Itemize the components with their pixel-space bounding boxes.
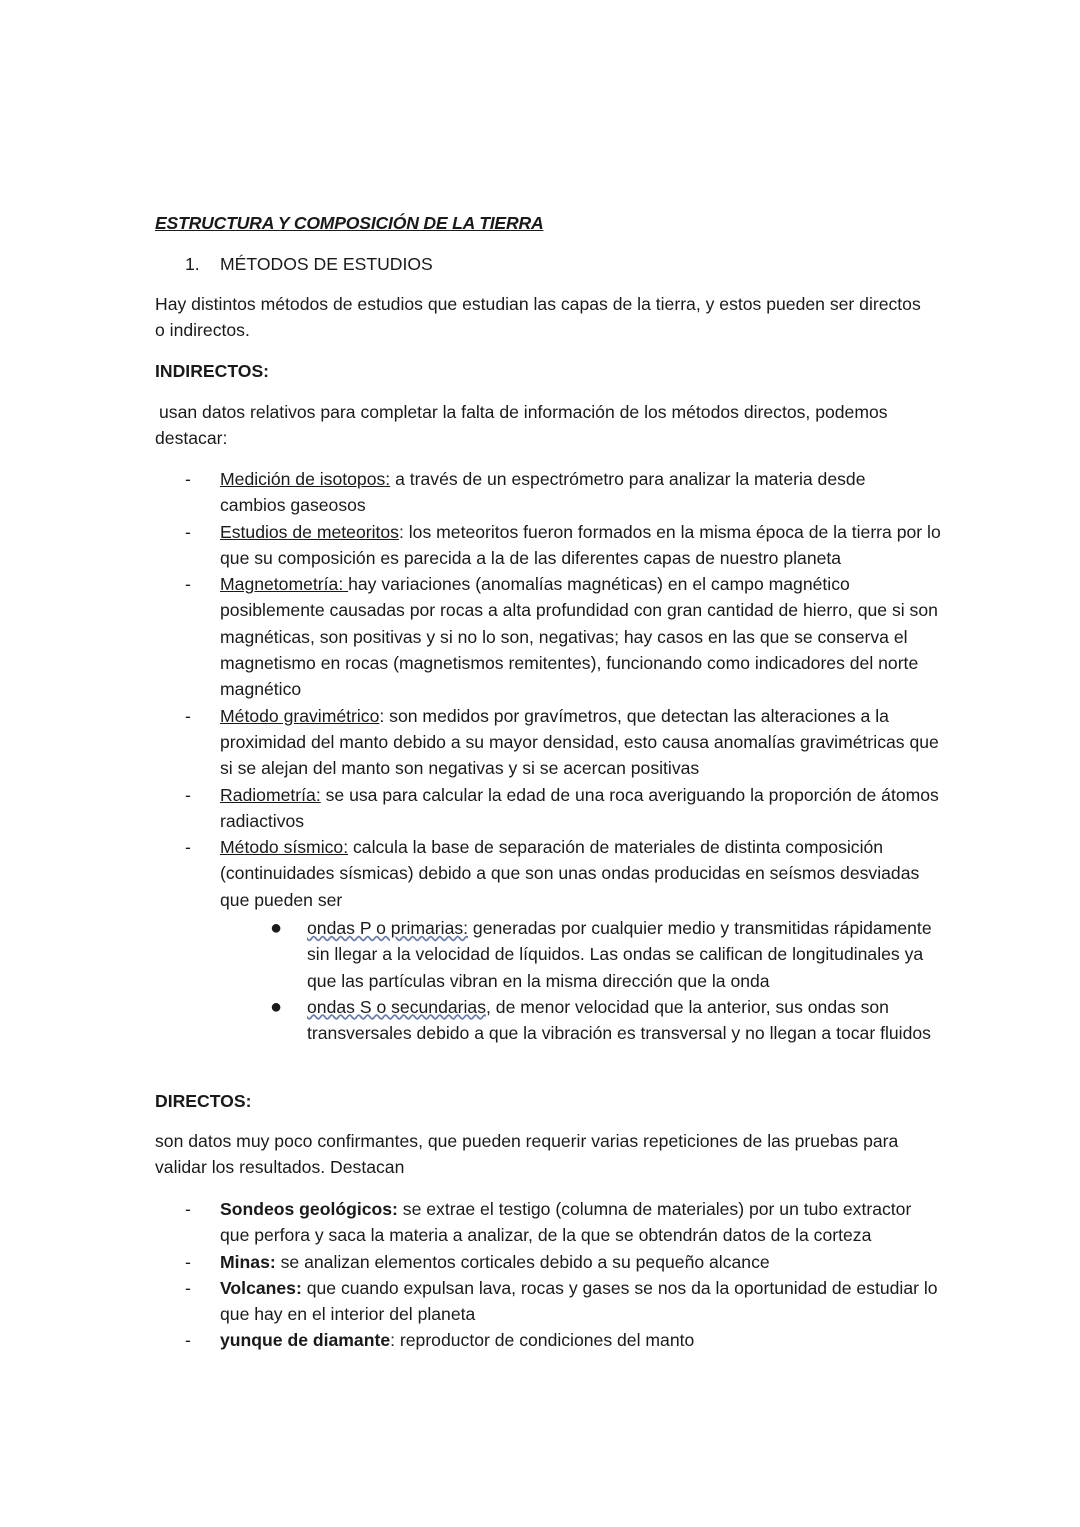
dash-marker: - — [185, 784, 191, 805]
directos-heading: DIRECTOS: — [155, 1091, 252, 1111]
intro-paragraph: Hay distintos métodos de estudios que estudian las capas de la tierra, y estos pueden ser directos o indirectos. — [155, 294, 921, 341]
item-term: Magnetometría: — [220, 574, 349, 595]
section-heading — [185, 251, 433, 277]
item-term: Minas: — [220, 1251, 276, 1272]
directos-intro: son datos muy poco confirmantes, que pueden requerir varias repeticiones de las pruebas para validar los resultados. Destacan — [155, 1131, 899, 1178]
dash-marker: - — [185, 1277, 191, 1298]
item-term: Volcanes: — [220, 1277, 302, 1298]
indirectos-intro: usan datos relativos para completar la falta de información de los métodos directos, podemos destacar: — [155, 402, 888, 449]
dash-marker: - — [185, 574, 191, 595]
directos-list — [155, 1196, 945, 1354]
item-text: : reproductor de condiciones del manto — [390, 1330, 695, 1351]
dash-marker: - — [185, 1330, 191, 1351]
item-term: ondas S o secundarias, — [307, 996, 491, 1017]
item-text: calcula la base de separación de materiales de distinta composición (continuidades sísmicas) debido a que son unas ondas producidas en seísmos desviadas que pueden ser — [220, 837, 920, 910]
item-text: que cuando expulsan lava, rocas y gases se nos da la oportunidad de estudiar lo que hay en el interior del planeta — [220, 1277, 938, 1325]
dash-marker: - — [185, 837, 191, 858]
item-text: generadas por cualquier medio y transmitidas rápidamente sin llegar a la velocidad de líquidos. Las ondas se califican de longitudinales ya que las partículas vibran en la misma dirección que la onda — [307, 918, 932, 991]
bullet-icon: ● — [270, 995, 283, 1018]
dash-marker: - — [185, 705, 191, 726]
item-term: Estudios de meteoritos — [220, 521, 399, 542]
item-term: Sondeos geológicos: — [220, 1199, 398, 1219]
bullet-icon: ● — [270, 917, 283, 940]
list-item-sismico — [155, 834, 945, 1046]
item-text: hay variaciones (anomalías magnéticas) en el campo magnético posiblemente causadas por rocas a alta profundidad con gran cantidad de hierro, que si son magnéticas, son positivas y si no lo son, negativas; hay casos en las que se conserva el magnetismo en rocas (magnetismos remitentes), funcionando como indicadores del norte magnético — [220, 574, 938, 700]
item-text: : los meteoritos fueron formados en la misma época de la tierra por lo que su composición es parecida a la de las diferentes capas de nuestro planeta — [220, 521, 941, 568]
dash-marker: - — [185, 1251, 191, 1272]
dash-marker: - — [185, 521, 191, 542]
section-label: MÉTODOS DE ESTUDIOS — [220, 254, 433, 274]
sublist-item-ondas-p — [220, 915, 945, 994]
indirectos-heading: INDIRECTOS: — [155, 361, 270, 381]
list-item-magnetometria — [155, 571, 945, 702]
item-term: Método sísmico: — [220, 837, 349, 858]
item-text: se extrae el testigo (columna de materiales) por un tubo extractor que perfora y saca la materia a analizar, de la que se obtendrán datos de la corteza — [220, 1199, 912, 1246]
list-item-yunque — [155, 1327, 945, 1353]
dash-marker: - — [185, 1199, 191, 1219]
list-item-isotopos — [155, 466, 945, 519]
item-term: yunque de diamante — [220, 1330, 391, 1351]
list-item-sondeos — [155, 1196, 945, 1249]
list-item-gravimetrico — [155, 703, 945, 782]
indirectos-list — [155, 466, 945, 1047]
item-term: Método gravimétrico — [220, 705, 380, 726]
item-text: de menor velocidad que la anterior, sus ondas son transversales debido a que la vibración es transversal y no llegan a tocar fluidos — [307, 996, 931, 1044]
list-item-meteoritos — [155, 519, 945, 572]
ondas-sublist — [220, 915, 945, 1046]
item-text: a través de un espectrómetro para analizar la materia desde cambios gaseosos — [220, 469, 866, 516]
document-title: ESTRUCTURA Y COMPOSICIÓN DE LA TIERRA — [155, 213, 544, 233]
item-text: se usa para calcular la edad de una roca averiguando la proporción de átomos radiactivos — [220, 784, 939, 831]
dash-marker: - — [185, 469, 191, 489]
list-item-radiometria — [155, 782, 945, 835]
item-term: Medición de isotopos: — [220, 469, 391, 489]
item-term: Radiometría: — [220, 784, 321, 805]
list-item-minas — [155, 1249, 945, 1275]
section-number: 1. — [185, 254, 200, 274]
item-term: ondas P o primarias: — [307, 918, 469, 939]
list-item-volcanes — [155, 1275, 945, 1328]
item-text: : son medidos por gravímetros, que detectan las alteraciones a la proximidad del manto debido a su mayor densidad, esto causa anomalías gravimétricas que si se alejan del manto son negativas y si se acercan positivas — [220, 705, 939, 779]
sublist-item-ondas-s — [220, 994, 945, 1047]
item-text: se analizan elementos corticales debido a su pequeño alcance — [275, 1251, 770, 1272]
